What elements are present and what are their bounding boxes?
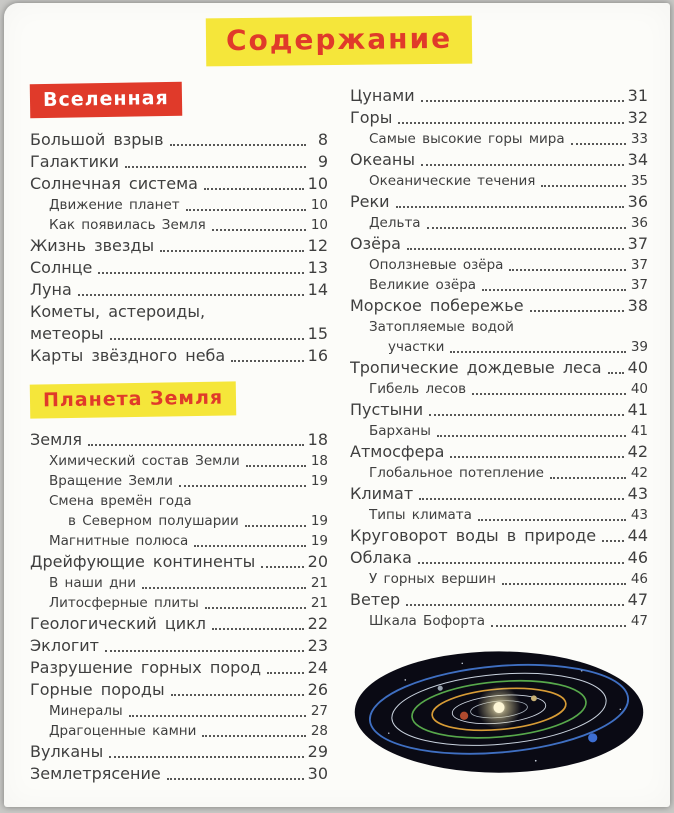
toc-entry bbox=[350, 255, 648, 275]
toc-entry-page: 13 bbox=[307, 258, 328, 277]
dot-leader bbox=[398, 122, 623, 124]
toc-entry bbox=[350, 611, 648, 631]
toc-entry bbox=[350, 191, 648, 213]
dot-leader bbox=[541, 185, 626, 187]
toc-entry-label: Океанические течения bbox=[369, 173, 536, 189]
toc-entry-label: Химический состав Земли bbox=[49, 453, 240, 469]
toc-entry bbox=[30, 429, 328, 451]
toc-entry-label: Жизнь звезды bbox=[30, 236, 155, 255]
dot-leader bbox=[608, 372, 624, 374]
toc-entry-label: Горы bbox=[350, 108, 393, 127]
toc-entry bbox=[350, 525, 648, 547]
toc-entry-label: Затопляемые водой bbox=[369, 319, 514, 335]
toc-entry-page: 18 bbox=[307, 430, 328, 449]
toc-entry-page: 42 bbox=[630, 465, 648, 481]
toc-entry bbox=[30, 323, 328, 345]
section-banner bbox=[30, 82, 182, 118]
toc-entry-page: 43 bbox=[627, 484, 648, 503]
toc-entry bbox=[30, 491, 328, 511]
toc-entry-page: 12 bbox=[307, 236, 328, 255]
toc-entry-label: Типы климата bbox=[369, 507, 472, 523]
dot-leader bbox=[406, 604, 624, 606]
toc-columns bbox=[30, 81, 648, 785]
dot-leader bbox=[571, 143, 626, 145]
toc-entry-page: 19 bbox=[310, 533, 328, 549]
toc-entry-label: Самые высокие горы мира bbox=[369, 131, 565, 147]
toc-entry-label: Шкала Бофорта bbox=[369, 613, 486, 629]
toc-entry-label: Солнечная система bbox=[30, 174, 198, 193]
toc-entry bbox=[30, 195, 328, 215]
toc-entry bbox=[350, 463, 648, 483]
toc-entry bbox=[350, 295, 648, 317]
toc-entry-label: Круговорот воды в природе bbox=[350, 526, 597, 545]
toc-entry bbox=[350, 505, 648, 525]
toc-entry-label: Разрушение горных пород bbox=[30, 658, 262, 677]
dot-leader bbox=[109, 756, 303, 758]
toc-entry-page: 37 bbox=[630, 277, 648, 293]
section-banner-label: Вселенная bbox=[42, 87, 169, 111]
toc-entry bbox=[30, 345, 328, 367]
toc-entry bbox=[350, 379, 648, 399]
dot-leader bbox=[450, 456, 623, 458]
toc-entry-label: Кометы, астероиды, bbox=[30, 302, 206, 321]
dot-leader bbox=[396, 206, 624, 208]
toc-entry-label: Климат bbox=[350, 484, 414, 503]
toc-entry-label: Тропические дождевые леса bbox=[350, 358, 602, 377]
toc-entry-page: 37 bbox=[630, 257, 648, 273]
toc-entry-page: 27 bbox=[310, 703, 328, 719]
dot-leader bbox=[530, 310, 624, 312]
page-title: Содержание bbox=[225, 21, 453, 58]
toc-entry-label: Смена времён года bbox=[49, 493, 192, 509]
dot-leader bbox=[418, 562, 624, 564]
toc-entry-page: 41 bbox=[627, 400, 648, 419]
dot-leader bbox=[171, 694, 304, 696]
dot-leader bbox=[194, 545, 306, 547]
dot-leader bbox=[212, 229, 306, 231]
toc-entry-page: 29 bbox=[307, 742, 328, 761]
toc-entry-label: в Северном полушарии bbox=[68, 513, 239, 529]
toc-entry-page: 32 bbox=[627, 108, 648, 127]
toc-entry bbox=[30, 151, 328, 173]
dot-leader bbox=[231, 360, 303, 362]
dot-leader bbox=[491, 625, 626, 627]
toc-entry-page: 18 bbox=[310, 453, 328, 469]
toc-entry-label: Атмосфера bbox=[350, 442, 445, 461]
toc-entry-page: 40 bbox=[627, 358, 648, 377]
toc-entry-label: Великие озёра bbox=[369, 277, 477, 293]
toc-entry-label: Барханы bbox=[369, 423, 431, 439]
dot-leader bbox=[212, 628, 304, 630]
toc-entry-label: Геологический цикл bbox=[30, 614, 207, 633]
dot-leader bbox=[78, 294, 304, 296]
toc-entry-page: 43 bbox=[630, 507, 648, 523]
toc-entry-label: Горные породы bbox=[30, 680, 165, 699]
toc-entry-label: Пустыни bbox=[350, 400, 424, 419]
dot-leader bbox=[427, 227, 626, 229]
toc-entry-label: Ветер bbox=[350, 590, 401, 609]
toc-entry bbox=[350, 317, 648, 337]
toc-entry-label: Вулканы bbox=[30, 742, 104, 761]
toc-entry bbox=[350, 421, 648, 441]
toc-entry-page: 36 bbox=[630, 215, 648, 231]
dot-leader bbox=[261, 566, 303, 568]
toc-entry-label: Морское побережье bbox=[350, 296, 524, 315]
toc-entry bbox=[30, 173, 328, 195]
toc-entry bbox=[350, 483, 648, 505]
dot-leader bbox=[450, 351, 626, 353]
toc-entry-label: Дельта bbox=[369, 215, 421, 231]
toc-entry bbox=[350, 337, 648, 357]
toc-entry bbox=[30, 657, 328, 679]
dot-leader bbox=[550, 477, 626, 479]
toc-entry-label: Гибель лесов bbox=[369, 381, 467, 397]
toc-entry-label: Литосферные плиты bbox=[49, 595, 199, 611]
toc-entry bbox=[350, 399, 648, 421]
toc-entry bbox=[30, 593, 328, 613]
dot-leader bbox=[205, 607, 306, 609]
toc-entry bbox=[30, 721, 328, 741]
toc-entry-label: Галактики bbox=[30, 152, 120, 171]
toc-entry bbox=[30, 741, 328, 763]
dot-leader bbox=[105, 650, 304, 652]
toc-entry bbox=[30, 679, 328, 701]
dot-leader bbox=[186, 209, 306, 211]
dot-leader bbox=[482, 289, 626, 291]
dot-leader bbox=[110, 338, 304, 340]
dot-leader bbox=[437, 435, 626, 437]
toc-entry bbox=[30, 551, 328, 573]
toc-entry-label: У горных вершин bbox=[369, 571, 496, 587]
toc-entry-page: 42 bbox=[627, 442, 648, 461]
toc-entry-page: 44 bbox=[627, 526, 648, 545]
toc-entry-label: Эклогит bbox=[30, 636, 99, 655]
toc-entry-label: В наши дни bbox=[49, 575, 137, 591]
toc-entry-page: 47 bbox=[627, 590, 648, 609]
toc-entry-page: 10 bbox=[307, 174, 328, 193]
toc-entry-label: Глобальное потепление bbox=[369, 465, 544, 481]
toc-entry-page: 15 bbox=[307, 324, 328, 343]
toc-entry-page: 10 bbox=[310, 217, 328, 233]
dot-leader bbox=[142, 587, 306, 589]
toc-entry-label: Землетрясение bbox=[30, 764, 161, 783]
toc-entry-label: Океаны bbox=[350, 150, 415, 169]
toc-entry-label: Луна bbox=[30, 280, 72, 299]
section-banner bbox=[30, 381, 237, 418]
dot-leader bbox=[472, 393, 626, 395]
toc-entry-page: 39 bbox=[630, 339, 648, 355]
toc-entry bbox=[350, 129, 648, 149]
toc-entry-page: 23 bbox=[307, 636, 328, 655]
toc-entry-page: 34 bbox=[627, 150, 648, 169]
toc-entry-page: 41 bbox=[630, 423, 648, 439]
toc-entry-label: Озёра bbox=[350, 234, 401, 253]
dot-leader bbox=[204, 188, 304, 190]
toc-entry bbox=[30, 701, 328, 721]
dot-leader bbox=[421, 100, 624, 102]
toc-entry-label: Магнитные полюса bbox=[49, 533, 189, 549]
toc-entry-label: метеоры bbox=[30, 324, 104, 343]
toc-entry bbox=[30, 531, 328, 551]
toc-entry-page: 8 bbox=[317, 130, 328, 149]
toc-entry-page: 40 bbox=[630, 381, 648, 397]
solar-system-illustration bbox=[350, 645, 648, 783]
toc-entry-page: 20 bbox=[307, 552, 328, 571]
toc-entry-page: 24 bbox=[307, 658, 328, 677]
toc-entry bbox=[30, 471, 328, 491]
toc-entry bbox=[350, 547, 648, 569]
toc-entry bbox=[350, 589, 648, 611]
toc-entry bbox=[30, 235, 328, 257]
toc-entry-page: 37 bbox=[627, 234, 648, 253]
toc-entry bbox=[30, 451, 328, 471]
dot-leader bbox=[125, 166, 306, 168]
toc-entry bbox=[350, 275, 648, 295]
toc-entry-page: 30 bbox=[307, 764, 328, 783]
toc-entry-page: 21 bbox=[310, 575, 328, 591]
toc-entry-label: Оползневые озёра bbox=[369, 257, 504, 273]
dot-leader bbox=[98, 272, 303, 274]
book-page bbox=[4, 3, 670, 807]
dot-leader bbox=[419, 498, 623, 500]
dot-leader bbox=[202, 735, 306, 737]
toc-entry-page: 14 bbox=[307, 280, 328, 299]
toc-entry-page: 9 bbox=[317, 152, 328, 171]
dot-leader bbox=[509, 269, 626, 271]
toc-entry bbox=[30, 763, 328, 785]
toc-entry-label: Земля bbox=[30, 430, 83, 449]
toc-entry bbox=[350, 213, 648, 233]
toc-entry-label: Вращение Земли bbox=[49, 473, 173, 489]
dot-leader bbox=[267, 672, 304, 674]
toc-entry-page: 16 bbox=[307, 346, 328, 365]
toc-entry-page: 22 bbox=[307, 614, 328, 633]
dot-leader bbox=[179, 485, 306, 487]
toc-entry bbox=[30, 511, 328, 531]
toc-right-column bbox=[350, 81, 648, 785]
title-highlight bbox=[206, 16, 473, 67]
toc-entry bbox=[350, 171, 648, 191]
toc-entry bbox=[30, 257, 328, 279]
dot-leader bbox=[478, 519, 626, 521]
toc-entry-page: 36 bbox=[627, 192, 648, 211]
toc-entry bbox=[350, 233, 648, 255]
dot-leader bbox=[129, 715, 306, 717]
dot-leader bbox=[429, 414, 624, 416]
toc-entry-page: 47 bbox=[630, 613, 648, 629]
toc-entry-page: 10 bbox=[310, 197, 328, 213]
toc-entry-label: Реки bbox=[350, 192, 390, 211]
toc-entry-page: 26 bbox=[307, 680, 328, 699]
toc-entry-label: Дрейфующие континенты bbox=[30, 552, 256, 571]
toc-entry-page: 19 bbox=[310, 513, 328, 529]
solar-system-image bbox=[352, 645, 646, 783]
toc-entry-label: Движение планет bbox=[49, 197, 180, 213]
toc-entry bbox=[350, 441, 648, 463]
dot-leader bbox=[502, 583, 626, 585]
toc-entry-page: 35 bbox=[630, 173, 648, 189]
toc-entry bbox=[350, 149, 648, 171]
toc-entry-label: Карты звёздного неба bbox=[30, 346, 226, 365]
toc-entry bbox=[350, 85, 648, 107]
toc-entry-label: участки bbox=[388, 339, 445, 355]
section-banner-label: Планета Земля bbox=[42, 386, 224, 412]
toc-entry-page: 38 bbox=[627, 296, 648, 315]
toc-entry-label: Как появилась Земля bbox=[49, 217, 206, 233]
toc-entry-page: 28 bbox=[310, 723, 328, 739]
toc-entry bbox=[30, 301, 328, 323]
toc-entry-page: 31 bbox=[627, 86, 648, 105]
toc-entry-label: Облака bbox=[350, 548, 412, 567]
dot-leader bbox=[245, 525, 306, 527]
dot-leader bbox=[167, 778, 304, 780]
toc-entry-label: Драгоценные камни bbox=[49, 723, 197, 739]
toc-entry bbox=[30, 129, 328, 151]
dot-leader bbox=[160, 250, 304, 252]
toc-entry-page: 33 bbox=[630, 131, 648, 147]
toc-entry-label: Большой взрыв bbox=[30, 130, 164, 149]
dot-leader bbox=[602, 540, 624, 542]
toc-entry-page: 46 bbox=[627, 548, 648, 567]
dot-leader bbox=[170, 144, 307, 146]
toc-entry bbox=[30, 573, 328, 593]
toc-entry bbox=[30, 279, 328, 301]
dot-leader bbox=[407, 248, 624, 250]
toc-entry bbox=[30, 215, 328, 235]
dot-leader bbox=[421, 164, 624, 166]
toc-entry-label: Цунами bbox=[350, 86, 415, 105]
toc-entry-label: Минералы bbox=[49, 703, 123, 719]
toc-entry bbox=[30, 613, 328, 635]
toc-entry bbox=[350, 569, 648, 589]
toc-entry-page: 46 bbox=[630, 571, 648, 587]
dot-leader bbox=[246, 465, 306, 467]
toc-entry bbox=[350, 107, 648, 129]
toc-entry-label: Солнце bbox=[30, 258, 93, 277]
toc-left-column bbox=[30, 81, 328, 785]
dot-leader bbox=[88, 444, 304, 446]
toc-entry-page: 21 bbox=[310, 595, 328, 611]
toc-entry-page: 19 bbox=[310, 473, 328, 489]
toc-entry bbox=[30, 635, 328, 657]
toc-entry bbox=[350, 357, 648, 379]
